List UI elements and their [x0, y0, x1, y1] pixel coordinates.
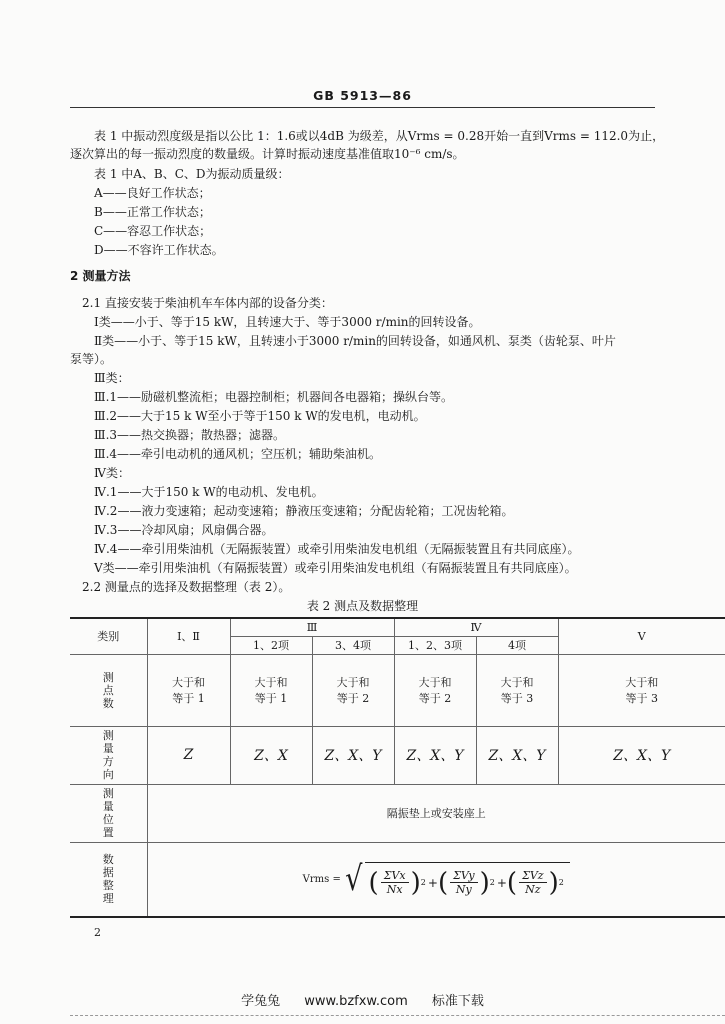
header-class-4-items-1-3: 1、2、3项 — [394, 636, 476, 654]
footer-rule — [70, 1015, 725, 1016]
table-2-caption: 表 2 测点及数据整理 — [306, 599, 419, 613]
header-class-5: Ⅴ — [558, 618, 725, 654]
footer — [0, 990, 725, 1009]
class-3: Ⅲ类： — [94, 371, 130, 385]
row-position-label: 测 量 位 置 — [70, 784, 147, 842]
direction-class-5: Z、X、Y — [558, 726, 725, 784]
class-3-2: Ⅲ.2——大于15 k W至小于等于150 k W的发电机，电动机。 — [94, 409, 426, 423]
section-2-2: 2.2 测量点的选择及数据整理（表 2）。 — [82, 580, 291, 594]
class-3-4: Ⅲ.4——牵引电动机的通风机；空压机；辅助柴油机。 — [94, 447, 382, 461]
row-points-label: 测 点 数 — [70, 654, 147, 726]
points-class-4b: 大于和 等于 3 — [476, 654, 558, 726]
points-class-3b: 大于和 等于 2 — [312, 654, 394, 726]
formula-den-y: Ny — [455, 883, 472, 897]
direction-class-3a: Z、X — [230, 726, 312, 784]
points-class-4a: 大于和 等于 2 — [394, 654, 476, 726]
class-5: Ⅴ类——牵引用柴油机（有隔振装置）或牵引用柴油发电机组（有隔振装置且有共同底座）。 — [94, 561, 577, 575]
header-class-4-item-4: 4项 — [476, 636, 558, 654]
header-class-3-items-3-4: 3、4项 — [312, 636, 394, 654]
grade-a: A——良好工作状态； — [94, 186, 211, 200]
header-class-4: Ⅳ — [394, 618, 558, 636]
points-class-5: 大于和 等于 3 — [558, 654, 725, 726]
formula-lhs: Vrms = — [302, 873, 341, 885]
page-number: 2 — [94, 926, 101, 939]
row-processing-label: 数 据 整 理 — [70, 842, 147, 917]
formula-num-x: ΣVx — [381, 869, 409, 883]
class-4-4: Ⅳ.4——牵引用柴油机（无隔振装置）或牵引用柴油发电机组（无隔振装置且有共同底座）。 — [94, 542, 580, 556]
class-4-1: Ⅳ.1——大于150 k W的电动机、发电机。 — [94, 485, 324, 499]
header-category: 类别 — [70, 618, 147, 654]
class-4-2: Ⅳ.2——液力变速箱；起动变速箱；静液压变速箱；分配齿轮箱；工况齿轮箱。 — [94, 504, 514, 518]
class-4-3: Ⅳ.3——冷却风扇；风扇偶合器。 — [94, 523, 274, 537]
header-class-3: Ⅲ — [230, 618, 394, 636]
points-class-1-2: 大于和 等于 1 — [147, 654, 230, 726]
formula-num-y: ΣVy — [450, 869, 478, 883]
formula-den-x: Nx — [386, 883, 403, 897]
class-2-line-1: Ⅱ类——小于、等于15 kW，且转速小于3000 r/min的回转设备，如通风机、泵类（齿轮泵、叶片 — [94, 334, 616, 348]
grade-d: D——不容许工作状态。 — [94, 243, 224, 257]
header-class-3-items-1-2: 1、2项 — [230, 636, 312, 654]
class-1: Ⅰ类——小于、等于15 kW，且转速大于、等于3000 r/min的回转设备。 — [94, 315, 481, 329]
points-class-3a: 大于和 等于 1 — [230, 654, 312, 726]
class-2-line-2: 泵等）。 — [70, 352, 113, 366]
section-2-1: 2.1 直接安装于柴油机车车体内部的设备分类： — [82, 296, 333, 310]
formula-num-z: ΣVz — [519, 869, 547, 883]
intro-line-2: 逐次算出的每一振动烈度的数量级。计算时振动速度基准值取10⁻⁶ cm/s。 — [70, 147, 465, 161]
direction-class-4b: Z、X、Y — [476, 726, 558, 784]
direction-class-4a: Z、X、Y — [394, 726, 476, 784]
footer-site-name: 学兔兔 — [241, 994, 281, 1009]
rms-formula: Vrms = √ ( $\frac{\text{ΣVx}}{Nx}$ ) 2 + ( $\frac{\text{ΣVy}}{Ny}$ ) 2 + ( $\frac{\text{ΣVz}}{Nz}$ ) 2 — [147, 842, 725, 917]
direction-class-1-2: Z — [147, 726, 230, 784]
class-3-1: Ⅲ.1——励磁机整流柜；电器控制柜；机器间各电器箱；操纵台等。 — [94, 390, 454, 404]
class-3-3: Ⅲ.3——热交换器；散热器；滤器。 — [94, 428, 286, 442]
table-2 — [70, 617, 725, 918]
footer-slogan: 标准下载 — [431, 994, 484, 1009]
position-text: 隔振垫上或安装座上 — [147, 784, 725, 842]
header-rule — [70, 107, 655, 108]
grade-b: B——正常工作状态； — [94, 205, 211, 219]
direction-class-3b: Z、X、Y — [312, 726, 394, 784]
intro-line-1: 表 1 中振动烈度级是指以公比 1：1.6或以4dB 为级差，从Vrms = 0.28开始一直到Vrms = 112.0为止， — [94, 129, 665, 143]
intro-grade-desc: 表 1 中A、B、C、D为振动质量级： — [94, 167, 290, 181]
page-header: GB 5913—86 — [313, 88, 412, 103]
section-2-title: 2 测量方法 — [70, 269, 131, 283]
radical-sign: √ — [345, 859, 363, 900]
grade-c: C——容忍工作状态； — [94, 224, 212, 238]
footer-url[interactable]: www.bzfxw.com — [304, 994, 408, 1009]
row-direction-label: 测 量 方 向 — [70, 726, 147, 784]
header-class-1-2: Ⅰ、Ⅱ — [147, 618, 230, 654]
class-4: Ⅳ类： — [94, 466, 130, 480]
formula-den-z: Nz — [525, 883, 541, 897]
